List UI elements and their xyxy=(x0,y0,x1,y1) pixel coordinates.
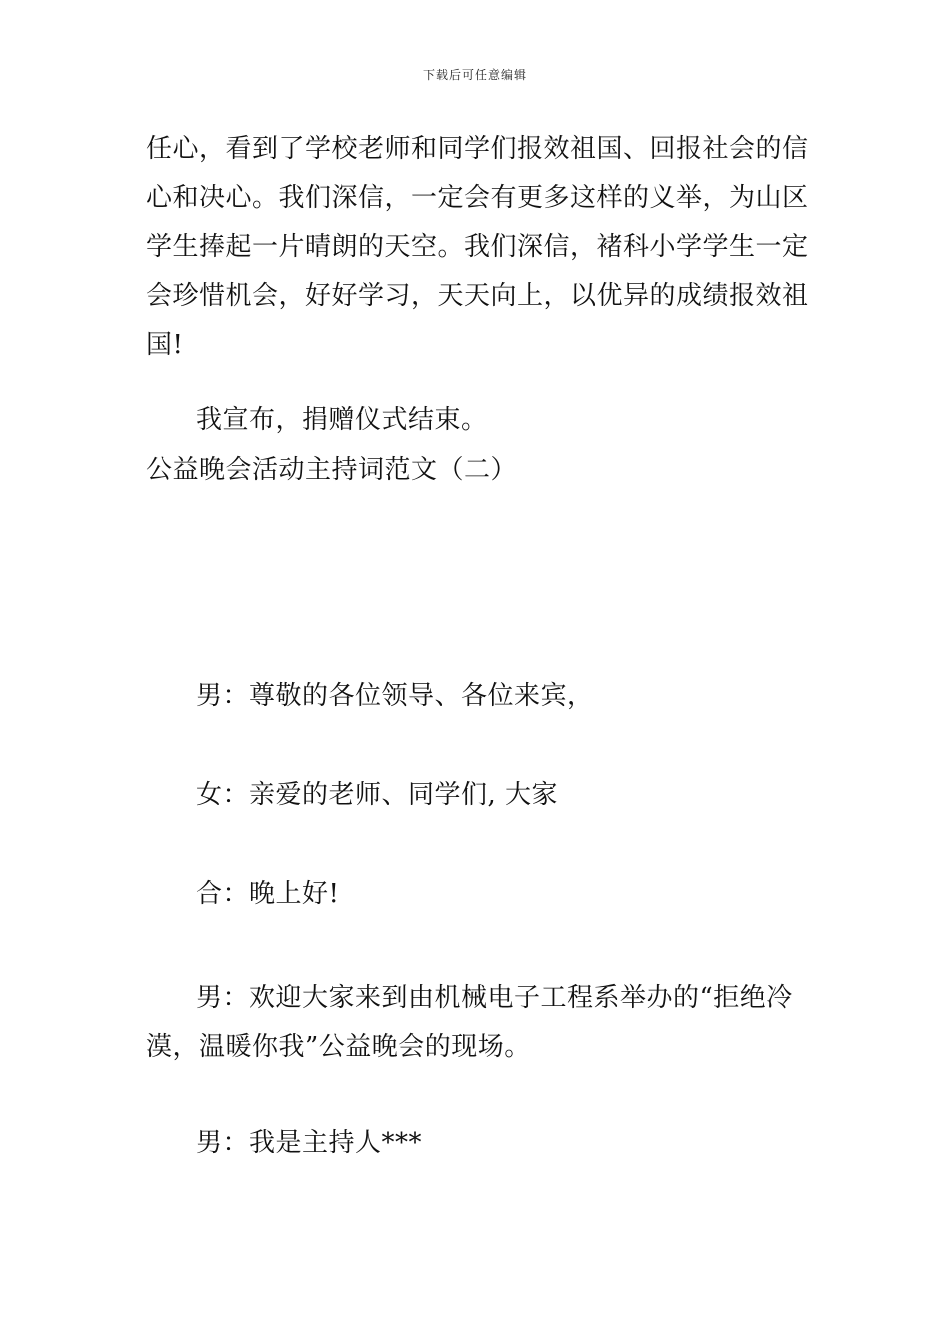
paragraph-line: 学生捧起一片晴朗的天空。我们深信，褚科小学学生一定 xyxy=(146,232,809,262)
paragraph-line: 心和决心。我们深信，一定会有更多这样的义举，为山区 xyxy=(146,183,809,213)
section-title: 公益晚会活动主持词范文（二） xyxy=(146,455,518,485)
dialogue-line-host-intro: 男：我是主持人*** xyxy=(196,1128,423,1158)
page-header: 下载后可任意编辑 xyxy=(422,68,527,82)
paragraph-continuation xyxy=(146,125,816,370)
paragraph-line: 国! xyxy=(146,330,184,360)
dialogue-line-female-greeting: 女：亲爱的老师、同学们, 大家 xyxy=(196,780,559,810)
dialogue-welcome-paragraph xyxy=(146,974,816,1072)
paragraph-line: 会珍惜机会，好好学习，天天向上，以优异的成绩报效祖 xyxy=(146,281,809,311)
dialogue-welcome-line: 男：欢迎大家来到由机械电子工程系举办的“拒绝冷 xyxy=(196,983,793,1013)
paragraph-line: 任心，看到了学校老师和同学们报效祖国、回报社会的信 xyxy=(146,134,809,164)
dialogue-welcome-line: 漠，温暖你我”公益晚会的现场。 xyxy=(146,1032,531,1062)
closing-announcement: 我宣布，捐赠仪式结束。 xyxy=(196,405,488,435)
dialogue-line-male-greeting: 男：尊敬的各位领导、各位来宾， xyxy=(196,681,594,711)
dialogue-line-together: 合：晚上好! xyxy=(196,879,340,909)
